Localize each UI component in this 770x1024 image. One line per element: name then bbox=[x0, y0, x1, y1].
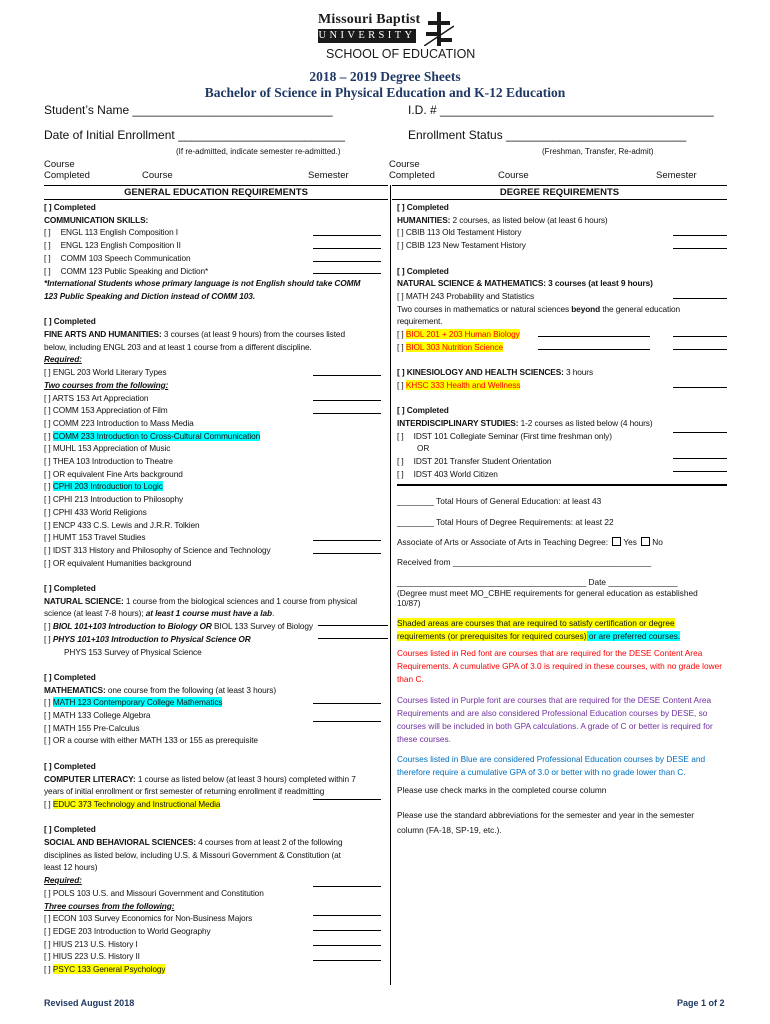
list-item[interactable]: [ ] HIUS 223 U.S. History II bbox=[44, 951, 140, 962]
list-item[interactable]: [ ] ENGL 123 English Composition II bbox=[44, 240, 181, 251]
semester-line[interactable] bbox=[313, 799, 381, 800]
page-number: Page 1 of 2 bbox=[677, 998, 725, 1008]
science-desc: science (at least 7-8 hours); at least 1 course must have a lab. bbox=[44, 608, 275, 619]
list-item[interactable]: [ ] BIOL 101+103 Introduction to Biology OR BIOL 133 Survey of Biology bbox=[44, 621, 313, 632]
course-line[interactable] bbox=[538, 336, 650, 337]
list-item[interactable]: [ ] CPHI 213 Introduction to Philosophy bbox=[44, 494, 184, 505]
list-item[interactable]: [ ] HUMT 153 Travel Studies bbox=[44, 532, 146, 543]
list-item[interactable]: [ ] IDST 101 Collegiate Seminar (First time freshman only) bbox=[397, 430, 612, 441]
mo-cbhe-note-line2: 10/87) bbox=[397, 598, 421, 608]
revised-date: Revised August 2018 bbox=[44, 998, 135, 1008]
abbreviations-note: Please use the standard abbreviations for the semester and year in the semester column (FA-18, SP-19, etc.). bbox=[397, 810, 695, 835]
comm-heading: COMMUNICATION SKILLS: bbox=[44, 214, 149, 225]
social-desc-2: least 12 hours) bbox=[44, 862, 98, 873]
list-item[interactable]: [ ] IDST 201 Transfer Student Orientation bbox=[397, 456, 552, 467]
semester-line[interactable] bbox=[673, 387, 727, 388]
yes-checkbox[interactable] bbox=[612, 537, 621, 546]
left-completed-header-l2: Completed bbox=[44, 170, 90, 181]
semester-line[interactable] bbox=[673, 471, 727, 472]
purple-font-note: Courses listed in Purple font are courses that are required for the DESE Content Area Requirements and are also considered Professional Education courses by DESE, so courses will be included in both GPA calculations. A grade of C or better is required for these courses. bbox=[397, 695, 713, 744]
list-item[interactable]: [ ] POLS 103 U.S. and Missouri Government and Constitution bbox=[44, 887, 264, 898]
social-desc: disciplines as listed below, including U.S. & Missouri Government & Constitution (at bbox=[44, 849, 341, 860]
list-item[interactable]: [ ] MATH 243 Probability and Statistics bbox=[397, 290, 535, 301]
degree-section-title: DEGREE REQUIREMENTS bbox=[392, 185, 727, 200]
gen-ed-section-title: GENERAL EDUCATION REQUIREMENTS bbox=[44, 185, 388, 200]
list-item[interactable]: [ ] BIOL 303 Nutrition Science bbox=[397, 341, 503, 352]
list-item[interactable]: [ ] MATH 155 Pre-Calculus bbox=[44, 722, 140, 733]
arts-desc: below, including ENGL 203 and at least 1 course from a different discipline. bbox=[44, 341, 312, 352]
enrollment-status-field[interactable]: Enrollment Status ___________________________ bbox=[408, 128, 687, 142]
gen-ed-column bbox=[44, 201, 388, 976]
list-item[interactable]: [ ] COMM 223 Introduction to Mass Media bbox=[44, 417, 194, 428]
right-completed-header-l2: Completed bbox=[389, 170, 435, 181]
list-item[interactable]: [ ] CBIB 123 New Testament History bbox=[397, 240, 526, 251]
social-completed[interactable]: [ ] Completed bbox=[44, 824, 96, 835]
semester-line[interactable] bbox=[673, 432, 727, 433]
list-item[interactable]: [ ] ECON 103 Survey Economics for Non-Business Majors bbox=[44, 913, 253, 924]
cross-icon bbox=[424, 12, 454, 46]
right-semester-header: Semester bbox=[656, 170, 697, 181]
semester-line[interactable] bbox=[313, 273, 381, 274]
list-item[interactable]: [ ] MATH 123 Contemporary College Mathematics bbox=[44, 697, 223, 708]
document-title: 2018 – 2019 Degree Sheets bbox=[309, 69, 461, 84]
yes-label: Yes bbox=[623, 537, 637, 547]
humanities-completed[interactable]: [ ] Completed bbox=[397, 202, 449, 212]
list-item[interactable]: [ ] PHYS 101+103 Introduction to Physical Science OR bbox=[44, 633, 251, 644]
semester-line[interactable] bbox=[313, 945, 381, 946]
science-completed[interactable]: [ ] Completed bbox=[44, 583, 96, 594]
mo-cbhe-note-line1: (Degree must meet MO_CBHE requirements for general education as established bbox=[397, 588, 698, 598]
degree-title: Bachelor of Science in Physical Education and K-12 Education bbox=[204, 85, 566, 100]
semester-line[interactable] bbox=[313, 886, 381, 887]
list-item[interactable]: [ ] EDUC 373 Technology and Instructional Media bbox=[44, 798, 221, 809]
semester-line[interactable] bbox=[313, 960, 381, 961]
semester-line[interactable] bbox=[313, 400, 381, 401]
natsci-desc-2: requirement. bbox=[397, 316, 443, 327]
math-heading: MATHEMATICS: one course from the following (at least 3 hours) bbox=[44, 684, 276, 695]
list-item[interactable]: [ ] COMM 233 Introduction to Cross-Cultural Communication bbox=[44, 430, 261, 441]
list-item[interactable]: [ ] OR equivalent Fine Arts background bbox=[44, 468, 183, 479]
computer-desc: years of initial enrollment or first semester of returning enrollment if readmitting bbox=[44, 786, 325, 797]
total-degree-hours[interactable]: ________ Total Hours of Degree Requirements: at least 22 bbox=[397, 517, 614, 527]
semester-line[interactable] bbox=[313, 915, 381, 916]
list-item[interactable]: [ ] IDST 313 History and Philosophy of Science and Technology bbox=[44, 544, 271, 555]
no-label: No bbox=[652, 537, 663, 547]
list-item[interactable]: [ ] MATH 133 College Algebra bbox=[44, 710, 151, 721]
right-completed-header-l1: Course bbox=[389, 159, 420, 170]
list-item[interactable]: [ ] CPHI 203 Introduction to Logic bbox=[44, 481, 163, 492]
total-gen-ed-hours[interactable]: ________ Total Hours of General Education: at least 43 bbox=[397, 496, 602, 506]
semester-line[interactable] bbox=[313, 235, 381, 236]
inter-completed[interactable]: [ ] Completed bbox=[397, 405, 449, 416]
social-required-label: Required: bbox=[44, 875, 82, 886]
list-item[interactable]: [ ] OR a course with either MATH 133 or 155 as prerequisite bbox=[44, 735, 258, 746]
natsci-desc: Two courses in mathematics or natural sciences beyond the general education bbox=[397, 303, 681, 314]
logo-line2: UNIVERSITY bbox=[318, 30, 416, 41]
semester-line[interactable] bbox=[673, 248, 727, 249]
arts-required-label: Required: bbox=[44, 354, 82, 365]
computer-completed[interactable]: [ ] Completed bbox=[44, 760, 96, 771]
semester-line[interactable] bbox=[313, 703, 381, 704]
semester-line[interactable] bbox=[318, 638, 388, 639]
semester-line[interactable] bbox=[673, 458, 727, 459]
inter-heading: INTERDISCIPLINARY STUDIES: 1-2 courses as listed below (4 hours) bbox=[397, 417, 653, 428]
list-item[interactable]: [ ] CBIB 113 Old Testament History bbox=[397, 227, 522, 238]
natsci-completed[interactable]: [ ] Completed bbox=[397, 265, 449, 276]
list-item[interactable]: [ ] ARTS 153 Art Appreciation bbox=[44, 392, 149, 403]
list-item[interactable]: [ ] BIOL 201 + 203 Human Biology bbox=[397, 329, 520, 340]
readmit-note: (If re-admitted, indicate semester re-admitted.) bbox=[176, 147, 341, 156]
logo-line1: Missouri Baptist bbox=[318, 12, 421, 27]
left-course-header: Course bbox=[142, 170, 173, 181]
semester-line[interactable] bbox=[313, 413, 381, 414]
social-heading: SOCIAL AND BEHAVIORAL SCIENCES: 4 courses from at least 2 of the following bbox=[44, 837, 343, 848]
list-item[interactable]: [ ] COMM 123 Public Speaking and Diction* bbox=[44, 265, 209, 276]
semester-line[interactable] bbox=[313, 248, 381, 249]
semester-line[interactable] bbox=[673, 235, 727, 236]
semester-line[interactable] bbox=[673, 298, 727, 299]
left-completed-header-l1: Course bbox=[44, 159, 75, 170]
semester-line[interactable] bbox=[313, 553, 381, 554]
check-marks-note: Please use check marks in the completed course column bbox=[397, 785, 607, 795]
date-field[interactable]: _________________________________________ Date _______________ bbox=[397, 577, 678, 587]
university-logo bbox=[312, 10, 476, 66]
list-item[interactable]: [ ] THEA 103 Introduction to Theatre bbox=[44, 456, 173, 467]
list-item[interactable]: [ ] KHSC 333 Health and Wellness bbox=[397, 379, 521, 390]
student-id-field[interactable]: I.D. # _________________________________________ bbox=[408, 103, 714, 117]
math-completed[interactable]: [ ] Completed bbox=[44, 671, 96, 682]
associate-degree-question: Associate of Arts or Associate of Arts in Teaching Degree: Yes No bbox=[397, 537, 663, 547]
red-font-note: Courses listed in Red font are courses that are required for the DESE Content Area Requirements. A cumulative GPA of 3.0 is required in these courses, with no grade lower than C. bbox=[397, 648, 722, 684]
list-item[interactable]: [ ] PSYC 133 General Psychology bbox=[44, 964, 166, 975]
column-divider bbox=[390, 185, 391, 985]
received-from-field[interactable]: Received from ___________________________________________ bbox=[397, 557, 652, 567]
course-line[interactable] bbox=[538, 349, 650, 350]
computer-heading: COMPUTER LITERACY: 1 course as listed below (at least 3 hours) completed within 7 bbox=[44, 773, 356, 784]
list-item[interactable]: [ ] COMM 153 Appreciation of Film bbox=[44, 405, 168, 416]
semester-line[interactable] bbox=[313, 721, 381, 722]
list-item[interactable]: [ ] HIUS 213 U.S. History I bbox=[44, 938, 138, 949]
arts-heading: FINE ARTS AND HUMANITIES: 3 courses (at least 9 hours) from the courses listed bbox=[44, 329, 345, 340]
list-item[interactable]: [ ] CPHI 433 World Religions bbox=[44, 506, 147, 517]
right-course-header: Course bbox=[498, 170, 529, 181]
right-completed-header bbox=[389, 159, 435, 181]
semester-line[interactable] bbox=[313, 261, 381, 262]
list-item[interactable]: [ ] IDST 403 World Citizen bbox=[397, 468, 498, 479]
kinesiology-heading: [ ] KINESIOLOGY AND HEALTH SCIENCES: 3 hours bbox=[397, 367, 593, 378]
social-three-courses-label: Three courses from the following: bbox=[44, 900, 175, 911]
inter-or: OR bbox=[417, 443, 430, 454]
left-semester-header: Semester bbox=[308, 170, 349, 181]
natsci-heading: NATURAL SCIENCE & MATHEMATICS: 3 courses (at least 9 hours) bbox=[397, 278, 653, 289]
list-item[interactable]: [ ] COMM 103 Speech Communication bbox=[44, 252, 191, 263]
comm-note-line2: 123 Public Speaking and Diction instead of COMM 103. bbox=[44, 290, 256, 301]
list-item[interactable]: [ ] ENCP 433 C.S. Lewis and J.R.R. Tolkien bbox=[44, 519, 200, 530]
list-item[interactable]: [ ] ENGL 203 World Literary Types bbox=[44, 367, 167, 378]
initial-enrollment-field[interactable]: Date of Initial Enrollment _________________________ bbox=[44, 128, 345, 142]
semester-line[interactable] bbox=[318, 625, 388, 626]
student-name-field[interactable]: Student’s Name ______________________________ bbox=[44, 103, 333, 117]
logo-line3: SCHOOL OF EDUCATION bbox=[326, 47, 476, 61]
semester-line[interactable] bbox=[313, 375, 381, 376]
list-item[interactable]: [ ] EDGE 203 Introduction to World Geography bbox=[44, 926, 211, 936]
humanities-heading: HUMANITIES: 2 courses, as listed below (at least 6 hours) bbox=[397, 214, 608, 225]
list-item[interactable]: [ ] OR equivalent Humanities background bbox=[44, 557, 192, 568]
science-heading: NATURAL SCIENCE: 1 course from the biological sciences and 1 course from physical bbox=[44, 595, 357, 606]
comm-note-line1: *International Students whose primary language is not English should take COMM bbox=[44, 278, 361, 289]
semester-line[interactable] bbox=[313, 930, 381, 931]
arts-completed[interactable]: [ ] Completed bbox=[44, 316, 96, 327]
list-item[interactable]: PHYS 153 Survey of Physical Science bbox=[64, 646, 202, 657]
status-note: (Freshman, Transfer, Re-admit) bbox=[542, 147, 654, 156]
degree-column bbox=[397, 201, 727, 480]
semester-line[interactable] bbox=[673, 349, 727, 350]
semester-line[interactable] bbox=[673, 336, 727, 337]
semester-line[interactable] bbox=[313, 540, 381, 541]
list-item[interactable]: [ ] MUHL 153 Appreciation of Music bbox=[44, 443, 171, 454]
arts-two-courses-label: Two courses from the following: bbox=[44, 379, 169, 390]
section-divider bbox=[397, 484, 727, 486]
list-item[interactable]: [ ] ENGL 113 English Composition I bbox=[44, 227, 178, 238]
blue-font-note: Courses listed in Blue are considered Professional Education courses by DESE and therefore require a cumulative GPA of 3.0 or better with no grade lower than C. bbox=[397, 754, 706, 777]
left-completed-header bbox=[44, 159, 90, 181]
no-checkbox[interactable] bbox=[641, 537, 650, 546]
shaded-areas-note: Shaded areas are courses that are required to satisfy certification or degree requirements (or prerequisites for required courses) or are preferred courses. bbox=[397, 618, 681, 641]
comm-completed[interactable]: [ ] Completed bbox=[44, 202, 96, 212]
